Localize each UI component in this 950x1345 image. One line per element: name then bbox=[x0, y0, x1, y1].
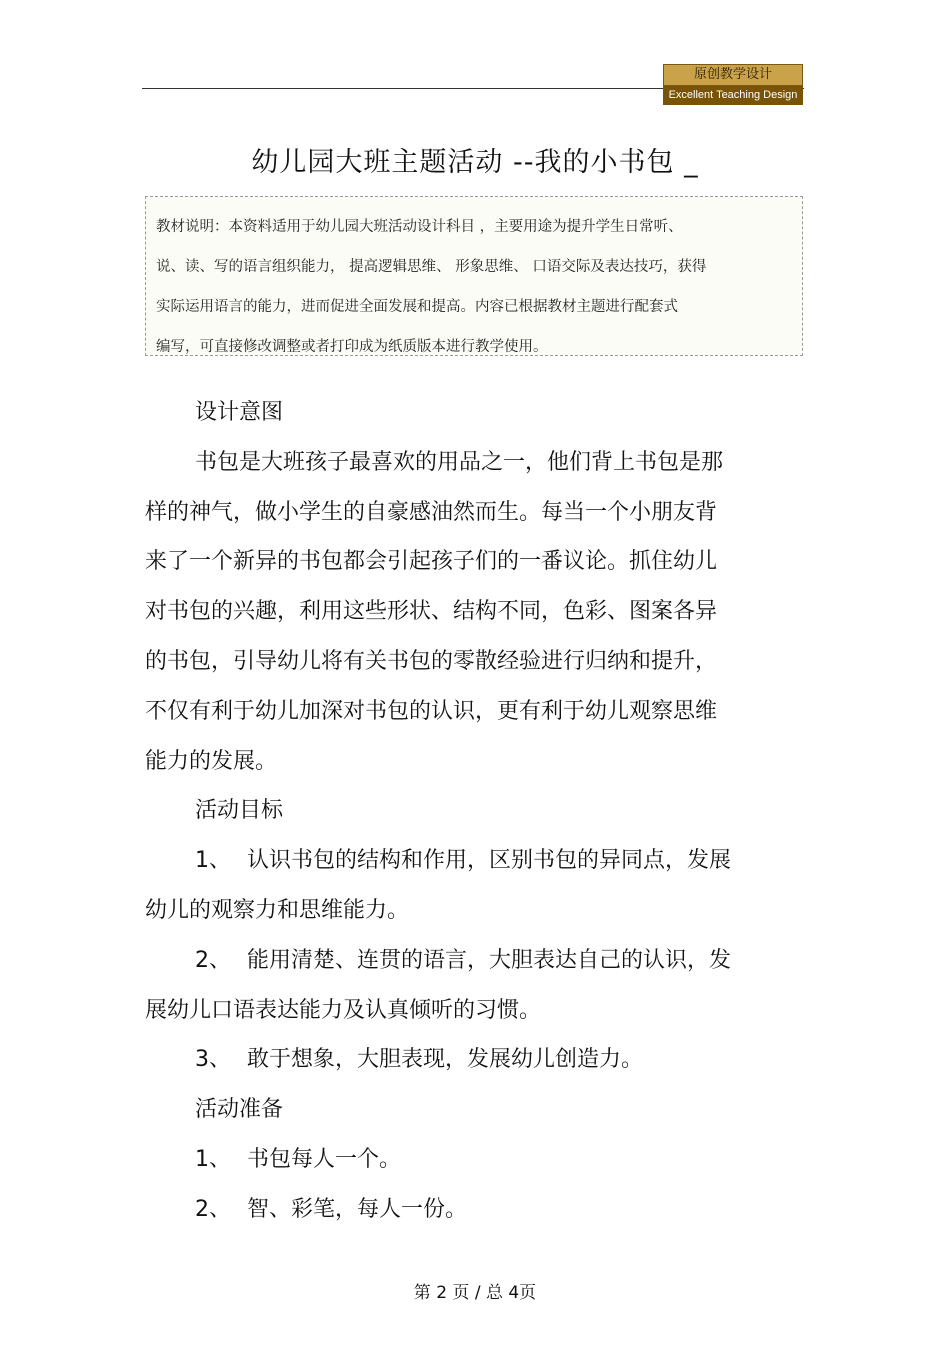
paragraph-line: 的书包，引导幼儿将有关书包的零散经验进行归纳和提升， bbox=[145, 648, 718, 674]
prep-text: 书包每人一个。 bbox=[247, 1146, 402, 1172]
goal-number: 1、 bbox=[195, 848, 231, 874]
material-notice-box bbox=[145, 196, 803, 356]
paragraph-line: 能力的发展。 bbox=[145, 748, 278, 774]
original-design-badge bbox=[663, 64, 803, 106]
goal-item bbox=[145, 836, 765, 886]
section-heading-design: 设计意图 bbox=[195, 400, 284, 425]
goal-number: 3、 bbox=[195, 1047, 231, 1073]
prep-text: 智、彩笔，每人一份。 bbox=[247, 1196, 468, 1222]
paragraph-line: 样的神气，做小学生的自豪感油然而生。每当一个小朋友背 bbox=[145, 499, 718, 525]
notice-line: 教材说明：本资料适用于幼儿园大班活动设计科目 ，主要用途为提升学生日常听、 bbox=[156, 219, 683, 235]
badge-cn-label: 原创教学设计 bbox=[663, 64, 803, 86]
page-number-footer: 第 2 页 / 总 4页 bbox=[413, 1283, 537, 1303]
notice-line: 编写，可直接修改调整或者打印成为纸质版本进行教学使用。 bbox=[156, 339, 548, 355]
section-heading-goals: 活动目标 bbox=[195, 798, 284, 824]
prep-item bbox=[145, 1135, 765, 1185]
goal-continuation: 展幼儿口语表达能力及认真倾听的习惯。 bbox=[145, 997, 542, 1023]
goal-number: 2、 bbox=[195, 947, 231, 973]
prep-item bbox=[145, 1185, 765, 1235]
notice-line: 实际运用语言的能力，进而促进全面发展和提高。内容已根据教材主题进行配套式 bbox=[156, 299, 678, 315]
paragraph-line: 书包是大班孩子最喜欢的用品之一，他们背上书包是那 bbox=[195, 449, 724, 475]
badge-en-label: Excellent Teaching Design bbox=[663, 86, 803, 105]
document-body bbox=[145, 388, 765, 1235]
paragraph-line: 来了一个新异的书包都会引起孩子们的一番议论。抓住幼儿 bbox=[145, 549, 718, 575]
document-title: 幼儿园大班主题活动 --我的小书包 _ bbox=[251, 147, 699, 178]
goal-text: 认识书包的结构和作用，区别书包的异同点，发展 bbox=[247, 848, 732, 874]
paragraph-line: 不仅有利于幼儿加深对书包的认识，更有利于幼儿观察思维 bbox=[145, 698, 718, 724]
prep-number: 1、 bbox=[195, 1146, 231, 1172]
goal-continuation: 幼儿的观察力和思维能力。 bbox=[145, 897, 410, 923]
notice-line: 说、读、写的语言组织能力， 提高逻辑思维、 形象思维、 口语交际及表达技巧，获得 bbox=[156, 259, 707, 275]
goal-text: 能用清楚、连贯的语言，大胆表达自己的认识，发 bbox=[247, 947, 732, 973]
goal-item bbox=[145, 1035, 765, 1085]
section-heading-prep: 活动准备 bbox=[195, 1097, 284, 1123]
prep-number: 2、 bbox=[195, 1196, 231, 1222]
goal-text: 敢于想象，大胆表现，发展幼儿创造力。 bbox=[247, 1047, 644, 1073]
paragraph-line: 对书包的兴趣，利用这些形状、结构不同，色彩、图案各异 bbox=[145, 599, 718, 625]
goal-item bbox=[145, 936, 765, 986]
